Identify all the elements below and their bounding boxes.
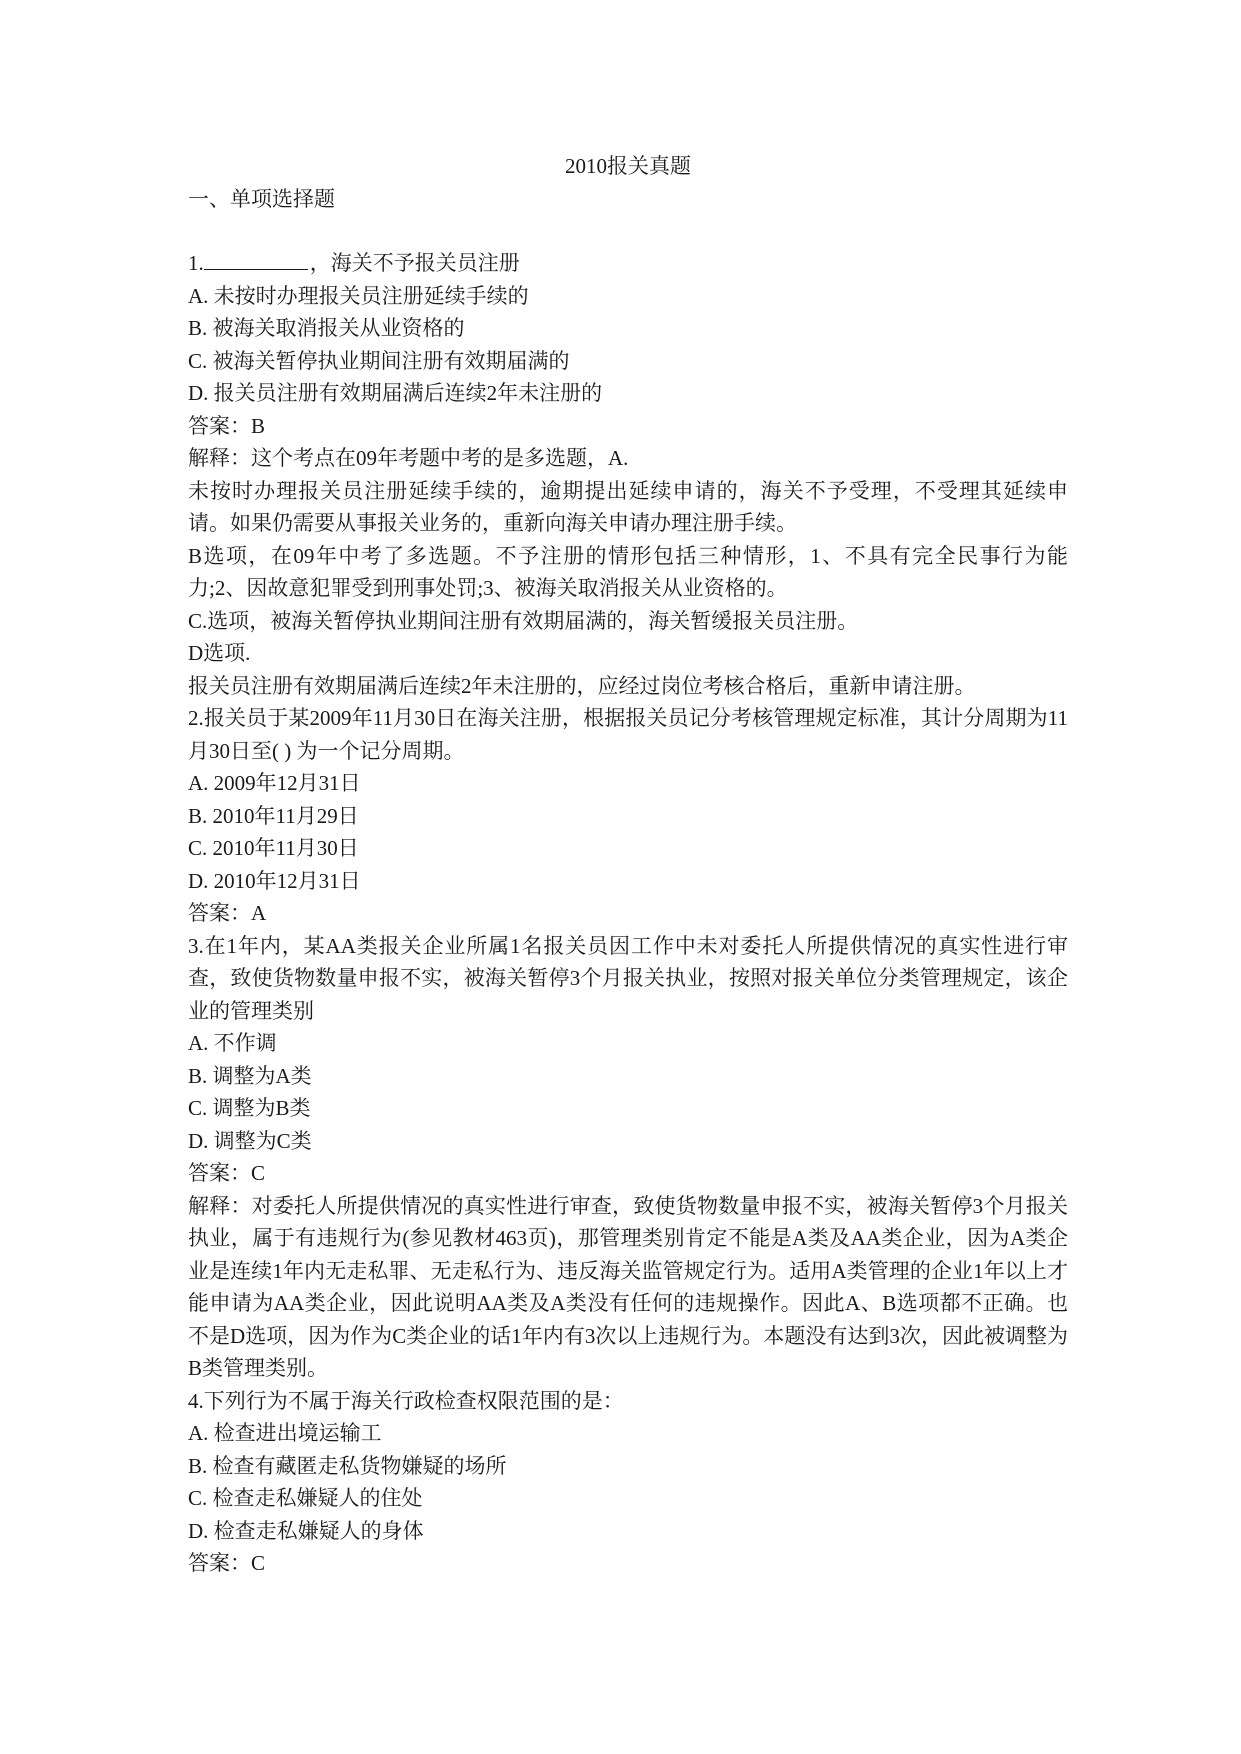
question-3-stem: 3.在1年内，某AA类报关企业所属1名报关员因工作中未对委托人所提供情况的真实性进行审查，致使货物数量申报不实，被海关暂停3个月报关执业，按照对报关单位分类管理规定，该企业的管理类别 bbox=[188, 933, 1068, 1023]
answer: 答案：B bbox=[188, 413, 266, 438]
answer: 答案：C bbox=[188, 1551, 266, 1575]
question-number: 1. bbox=[188, 251, 204, 275]
explanation-line: C.选项，被海关暂停执业期间注册有效期届满的，海关暂缓报关员注册。 bbox=[188, 608, 859, 633]
document-title: 2010报关真题 bbox=[565, 154, 691, 178]
option-c: C. 调整为B类 bbox=[188, 1096, 311, 1120]
section-heading: 一、单项选择题 bbox=[188, 186, 335, 211]
option-d: D. 2010年12月31日 bbox=[188, 868, 361, 893]
question-4-stem: 4.下列行为不属于海关行政检查权限范围的是： bbox=[188, 1388, 624, 1413]
option-b: B. 被海关取消报关从业资格的 bbox=[188, 316, 465, 340]
question-2 bbox=[188, 702, 1068, 930]
explanation-paragraph: 解释：对委托人所提供情况的真实性进行审查，致使货物数量申报不实，被海关暂停3个月报关执业，属于有违规行为(参见教材463页)，那管理类别肯定不能是A类及AA类企业，因为A类企业是连续1年内无走私罪、无走私行为、违反海关监管规定行为。适用A类管理的企业1年以上才能申请为AA类企业，因此说明AA类及A类没有任何的违规操作。因此A、B选项都不正确。也不是D选项，因为作为C类企业的话1年内有3次以上违规行为。本题没有达到3次，因此被调整为B类管理类别。 bbox=[188, 1193, 1068, 1380]
option-a: A. 不作调 bbox=[188, 1031, 277, 1055]
answer: 答案：C bbox=[188, 1161, 266, 1185]
option-b: B. 2010年11月29日 bbox=[188, 803, 359, 828]
option-c: C. 2010年11月30日 bbox=[188, 836, 359, 860]
option-a: A. 2009年12月31日 bbox=[188, 771, 361, 795]
option-c: C. 检查走私嫌疑人的住处 bbox=[188, 1486, 423, 1510]
option-a: A. 检查进出境运输工 bbox=[188, 1421, 382, 1445]
option-d: D. 检查走私嫌疑人的身体 bbox=[188, 1518, 424, 1543]
answer: 答案：A bbox=[188, 901, 267, 925]
explanation-line: 解释：这个考点在09年考题中考的是多选题，A. bbox=[188, 446, 629, 470]
question-3 bbox=[188, 930, 1068, 1385]
option-c: C. 被海关暂停执业期间注册有效期届满的 bbox=[188, 348, 570, 373]
option-b: B. 调整为A类 bbox=[188, 1063, 312, 1088]
section-spacer bbox=[188, 215, 1068, 247]
fill-in-blank bbox=[204, 247, 308, 270]
explanation-line: D选项. bbox=[188, 641, 251, 665]
option-b: B. 检查有藏匿走私货物嫌疑的场所 bbox=[188, 1453, 507, 1478]
question-1-stem-text: ，海关不予报关员注册 bbox=[309, 251, 520, 275]
option-a: A. 未按时办理报关员注册延续手续的 bbox=[188, 283, 529, 308]
document-body bbox=[188, 150, 1068, 1580]
option-d: D. 调整为C类 bbox=[188, 1128, 312, 1153]
question-1-stem bbox=[188, 247, 1068, 280]
option-d: D. 报关员注册有效期届满后连续2年未注册的 bbox=[188, 381, 603, 405]
question-2-stem: 2.报关员于某2009年11月30日在海关注册，根据报关员记分考核管理规定标准，其计分周期为11月30日至( ) 为一个记分周期。 bbox=[188, 706, 1068, 763]
question-4 bbox=[188, 1385, 1068, 1580]
question-1 bbox=[188, 247, 1068, 702]
explanation-paragraph: 未按时办理报关员注册延续手续的，逾期提出延续申请的，海关不予受理，不受理其延续申请。如果仍需要从事报关业务的，重新向海关申请办理注册手续。 bbox=[188, 478, 1068, 535]
explanation-paragraph: B选项，在09年中考了多选题。不予注册的情形包括三种情形，1、不具有完全民事行为能力;2、因故意犯罪受到刑事处罚;3、被海关取消报关从业资格的。 bbox=[188, 543, 1068, 600]
explanation-line: 报关员注册有效期届满后连续2年未注册的，应经过岗位考核合格后，重新申请注册。 bbox=[188, 673, 976, 698]
